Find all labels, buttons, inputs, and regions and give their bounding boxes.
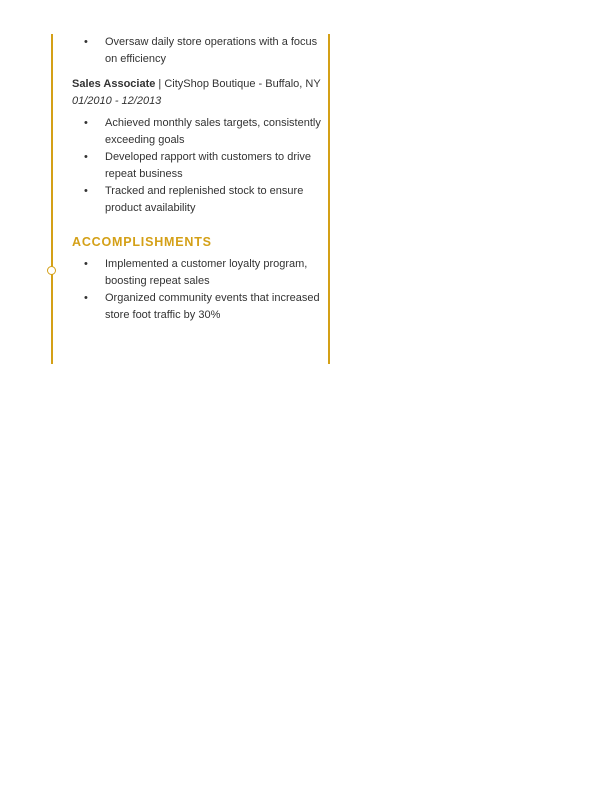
bullet-item: • Oversaw daily store operations with a focus on efficiency [72,34,322,68]
bullet-item: • Implemented a customer loyalty program, boosting repeat sales [72,256,322,290]
bullet-item: • Organized community events that increased store foot traffic by 30% [72,290,322,324]
resume-content [72,34,322,324]
job-entry [72,76,322,217]
timeline-node-icon [47,266,56,275]
column-divider-right [328,34,330,364]
accomplishments-bullets [72,256,322,324]
job-title: Sales Associate [72,78,156,90]
job-dates: 01/2010 - 12/2013 [72,95,162,107]
timeline-rule-left [51,34,53,364]
previous-job-bullets [72,34,322,68]
job-bullets [72,115,322,217]
separator: | [155,78,165,90]
section-heading-accomplishments: ACCOMPLISHMENTS [72,235,212,249]
bullet-item: • Tracked and replenished stock to ensure product availability [72,183,322,217]
bullet-item: • Achieved monthly sales targets, consistently exceeding goals [72,115,322,149]
company: CityShop Boutique - Buffalo, NY [164,78,321,90]
bullet-item: • Developed rapport with customers to drive repeat business [72,149,322,183]
job-header [72,76,322,93]
